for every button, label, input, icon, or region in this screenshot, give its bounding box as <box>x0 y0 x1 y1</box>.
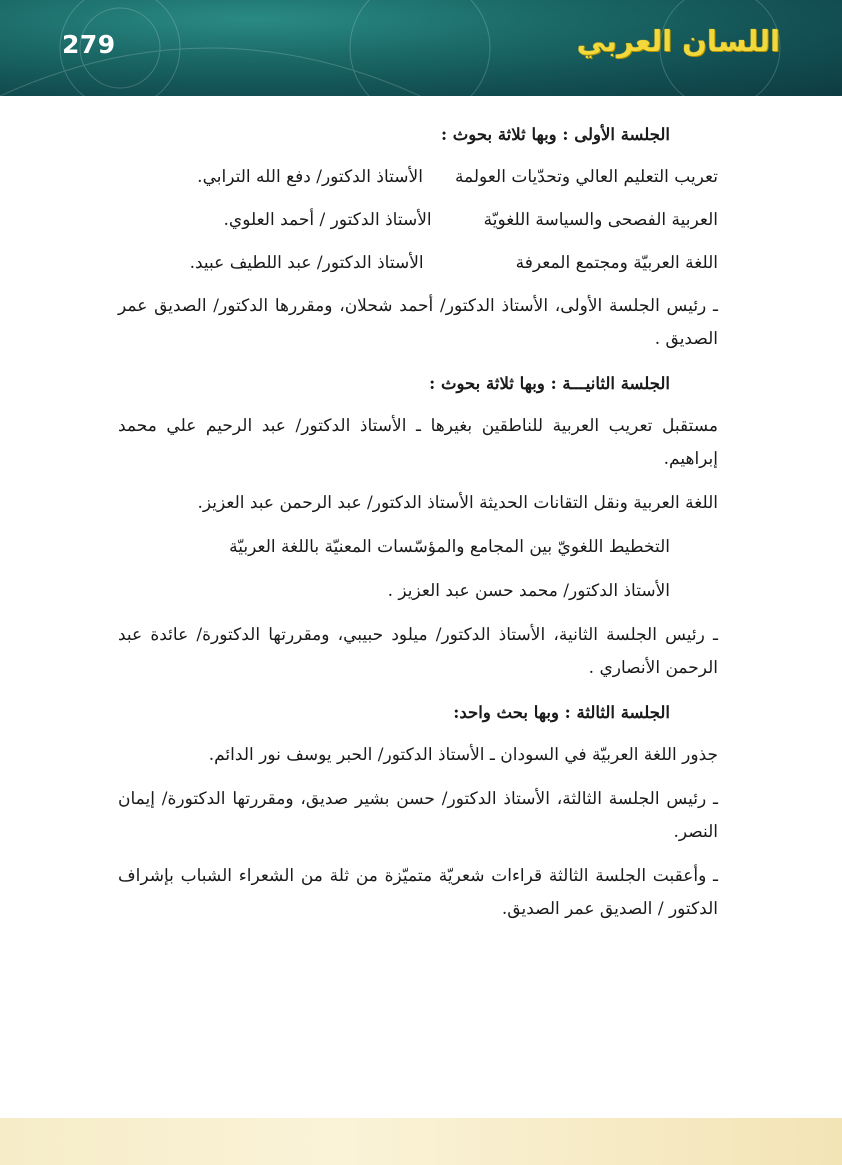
session3-closing: ـ وأعقبت الجلسة الثالثة قراءات شعريّة متميّزة من ثلة من الشعراء الشباب بإشراف الدكتور / الصديق عمر الصديق. <box>118 866 718 919</box>
session1-paper-2 <box>118 204 718 237</box>
paper-author: الأستاذ الدكتور/ عبد اللطيف عبيد. <box>189 253 424 273</box>
session3-chair: ـ رئيس الجلسة الثالثة، الأستاذ الدكتور/ حسن بشير صديق، ومقررتها الدكتورة/ إيمان النصر. <box>118 789 718 842</box>
session2-paper-3-title: التخطيط اللغويّ بين المجامع والمؤسّسات المعنيّة باللغة العربيّة <box>229 537 670 557</box>
session1-heading: الجلسة الأولى : وبها ثلاثة بحوث : <box>440 125 670 144</box>
paper-title: العربية الفصحى والسياسة اللغويّة <box>483 210 718 230</box>
paper-title: تعريب التعليم العالي وتحدّيات العولمة <box>454 167 718 187</box>
journal-logo: اللسان العربي <box>576 24 780 58</box>
session1-paper-3 <box>118 247 718 280</box>
session2-paper-2: اللغة العربية ونقل التقانات الحديثة الأستاذ الدكتور/ عبد الرحمن عبد العزيز. <box>197 493 718 513</box>
paper-title: اللغة العربيّة ومجتمع المعرفة <box>515 253 718 273</box>
page-header <box>0 0 842 96</box>
footer-band <box>0 1118 842 1165</box>
session3-paper-1: جذور اللغة العربيّة في السودان ـ الأستاذ الدكتور/ الحبر يوسف نور الدائم. <box>208 745 718 765</box>
page-number: 279 <box>62 30 116 59</box>
page-body <box>118 118 718 937</box>
session2-paper-1: مستقبل تعريب العربية للناطقين بغيرها ـ الأستاذ الدكتور/ عبد الرحيم علي محمد إبراهيم. <box>118 416 718 469</box>
session1-paper-1 <box>118 161 718 194</box>
session2-heading: الجلسة الثانيـــة : وبها ثلاثة بحوث : <box>429 374 670 393</box>
session3-heading: الجلسة الثالثة : وبها بحث واحد: <box>453 703 670 722</box>
paper-author: الأستاذ الدكتور / أحمد العلوي. <box>223 210 432 230</box>
session2-chair: ـ رئيس الجلسة الثانية، الأستاذ الدكتور/ ميلود حبيبي، ومقررتها الدكتورة/ عائدة عبد الرحمن الأنصاري . <box>118 625 718 678</box>
session1-chair: ـ رئيس الجلسة الأولى، الأستاذ الدكتور/ أحمد شحلان، ومقررها الدكتور/ الصديق عمر الصديق . <box>118 296 718 349</box>
session2-paper-3-author: الأستاذ الدكتور/ محمد حسن عبد العزيز . <box>387 581 670 601</box>
paper-author: الأستاذ الدكتور/ دفع الله الترابي. <box>197 167 423 187</box>
